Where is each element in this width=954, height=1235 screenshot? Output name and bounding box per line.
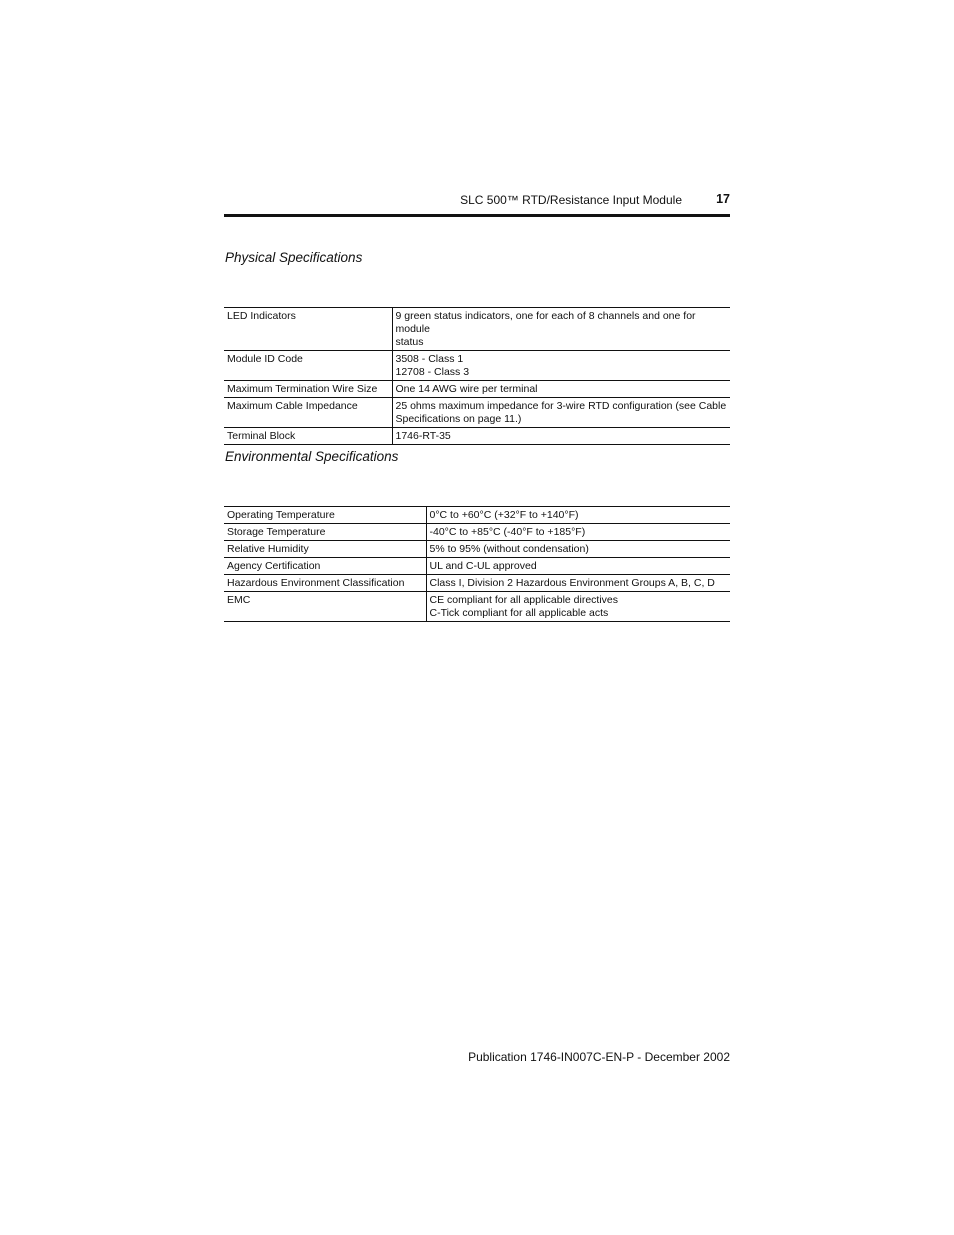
table-row — [224, 592, 730, 622]
publication-footer: Publication 1746-IN007C-EN-P - December 2002 — [468, 1050, 730, 1064]
spec-label: Module ID Code — [224, 351, 392, 381]
table-row — [224, 308, 730, 351]
environmental-specifications-title: Environmental Specifications — [225, 449, 399, 464]
spec-label: Maximum Termination Wire Size — [224, 381, 392, 398]
physical-specifications-title: Physical Specifications — [225, 250, 363, 265]
spec-value: -40°C to +85°C (-40°F to +185°F) — [426, 524, 730, 541]
spec-label: Terminal Block — [224, 428, 392, 445]
spec-value: Class I, Division 2 Hazardous Environment Groups A, B, C, D — [426, 575, 730, 592]
spec-label: LED Indicators — [224, 308, 392, 351]
table-row — [224, 428, 730, 445]
spec-value: One 14 AWG wire per terminal — [392, 381, 730, 398]
spec-value: 0°C to +60°C (+32°F to +140°F) — [426, 507, 730, 524]
header-rule — [224, 214, 730, 217]
spec-value: 9 green status indicators, one for each of 8 channels and one for module status — [392, 308, 730, 351]
spec-value: CE compliant for all applicable directives C-Tick compliant for all applicable acts — [426, 592, 730, 622]
spec-label: Storage Temperature — [224, 524, 426, 541]
table-row — [224, 524, 730, 541]
spec-value: 3508 - Class 1 12708 - Class 3 — [392, 351, 730, 381]
spec-label: Maximum Cable Impedance — [224, 398, 392, 428]
spec-value: 5% to 95% (without condensation) — [426, 541, 730, 558]
spec-value: UL and C-UL approved — [426, 558, 730, 575]
page-number: 17 — [716, 192, 730, 206]
table-row — [224, 351, 730, 381]
table-row — [224, 507, 730, 524]
physical-specifications-table — [224, 307, 730, 445]
spec-label: Hazardous Environment Classification — [224, 575, 426, 592]
spec-label: Relative Humidity — [224, 541, 426, 558]
spec-value: 25 ohms maximum impedance for 3-wire RTD configuration (see Cable Specifications on page 11.) — [392, 398, 730, 428]
running-header — [224, 190, 730, 210]
table-row — [224, 541, 730, 558]
environmental-specifications-table — [224, 506, 730, 622]
spec-label: Agency Certification — [224, 558, 426, 575]
spec-label: EMC — [224, 592, 426, 622]
table-row — [224, 381, 730, 398]
spec-value: 1746-RT-35 — [392, 428, 730, 445]
spec-label: Operating Temperature — [224, 507, 426, 524]
table-row — [224, 558, 730, 575]
table-row — [224, 398, 730, 428]
table-row — [224, 575, 730, 592]
header-title: SLC 500™ RTD/Resistance Input Module — [460, 193, 682, 207]
